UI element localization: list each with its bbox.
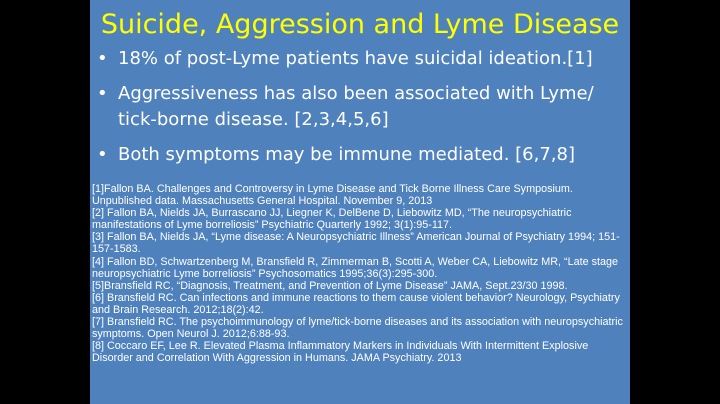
bullet-text: Aggressiveness has also been associated with Lyme/ tick-borne disease. [2,3,4,5,6] [118,83,594,130]
references-list [92,183,628,364]
bullet-marker: • [97,144,108,165]
slide-title: Suicide, Aggression and Lyme Disease [100,9,620,40]
reference-item: [7] Bransfield RC. The psychoimmunology of lyme/tick-borne diseases and its association with neuropsychiatric symptoms. Open Neurol J. 2012;6:88-93. [92,316,623,341]
bullet-marker: • [97,83,108,104]
reference-item: [6] Bransfield RC. Can infections and immune reactions to them cause violent behavior? Neurology, Psychiatry and Brain Research. 2012;18(2):42. [92,291,620,316]
bullet-text: Both symptoms may be immune mediated. [6,7,8] [118,144,575,165]
reference-item: [8] Coccaro EF, Lee R. Elevated Plasma Inflammatory Markers in Individuals With Intermittent Explosive Disorder and Correlation With Aggression in Humans. JAMA Psychiatry. 2013 [92,340,589,365]
bullet-list [94,46,626,177]
slide [90,0,630,404]
bullet-item [94,142,626,168]
reference-item: [2] Fallon BA, Nields JA, Burrascano JJ, Liegner K, DelBene D, Liebowitz MD, “The neuropsychiatric manifestations of Lyme borreliosis” Psychiatric Quarterly 1992; 3(1):95-117. [92,207,572,232]
bullet-item [94,81,626,133]
reference-item: [3] Fallon BA, Nields JA, “Lyme disease: A Neuropsychiatric Illness” American Journal of Psychiatry 1994; 151-157-1583. [92,231,620,256]
bullet-text: 18% of post-Lyme patients have suicidal ideation.[1] [118,48,593,69]
reference-item: [1]Fallon BA. Challenges and Controversy in Lyme Disease and Tick Borne Illness Care Symposium. Unpublished data. Massachusetts General Hospital. November 9, 2013 [92,183,573,208]
bullet-item [94,46,626,72]
bullet-marker: • [97,48,108,69]
reference-item: [5]Bransfield RC, “Diagnosis, Treatment, and Prevention of Lyme Disease” JAMA, Sept.23/30 1998. [92,279,568,292]
reference-item: [4] Fallon BD, Schwartzenberg M, Bransfield R, Zimmerman B, Scotti A, Weber CA, Liebowitz MR, “Late stage neuropsychiatric Lyme borreliosis” Psychosomatics 1995;36(3):295-300. [92,255,619,280]
